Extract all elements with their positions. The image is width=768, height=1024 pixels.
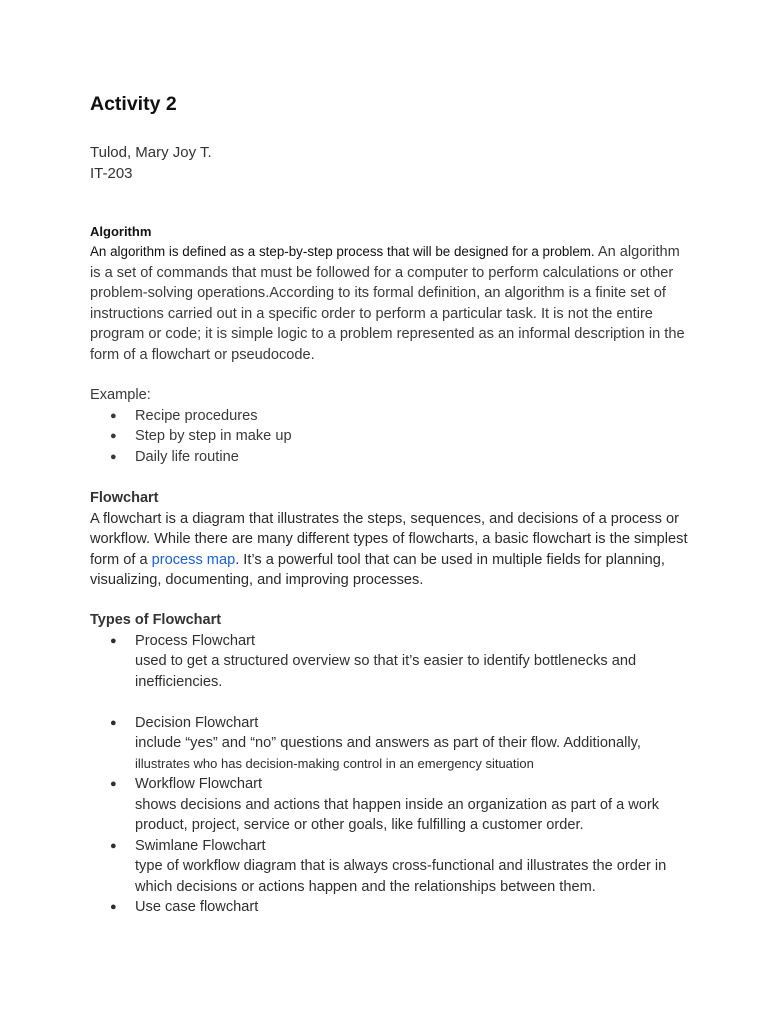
type-description-main: include “yes” and “no” questions and answers as part of their flow. Additionally,: [135, 735, 641, 751]
type-description: used to get a structured overview so that it’s easier to identify bottlenecks and inefficiencies.: [135, 653, 637, 690]
list-item: [90, 713, 690, 775]
types-section: [90, 610, 690, 918]
example-list: [90, 406, 690, 468]
algorithm-paragraph: [90, 242, 690, 365]
type-name: Swimlane Flowchart: [135, 837, 266, 854]
bullet-icon: ●: [110, 839, 117, 852]
list-item: [90, 631, 690, 693]
author-block: [90, 143, 212, 184]
process-map-link[interactable]: process map: [151, 551, 236, 568]
list-item-label: Step by step in make up: [135, 428, 292, 444]
document-title: Activity 2: [90, 93, 177, 115]
type-name: Decision Flowchart: [135, 714, 259, 731]
flowchart-heading: Flowchart: [90, 490, 159, 506]
flowchart-body-end: . It’s a powerful tool that can be used in multiple fields for planning, visualizing, documenting, and improving processes.: [90, 551, 665, 588]
type-description: [135, 733, 690, 774]
author-name: Tulod, Mary Joy T.: [90, 144, 212, 161]
flowchart-section: [90, 488, 690, 591]
list-item: [90, 447, 690, 468]
list-item-label: Daily life routine: [135, 448, 239, 465]
type-name: Process Flowchart: [135, 632, 256, 649]
example-section: [90, 385, 690, 467]
types-heading: Types of Flowchart: [90, 612, 222, 628]
list-item: [90, 774, 690, 836]
list-item-label: Recipe procedures: [135, 407, 258, 424]
bullet-icon: ●: [110, 430, 117, 442]
list-item: [90, 406, 690, 427]
algorithm-heading: Algorithm: [90, 224, 152, 239]
flowchart-paragraph: [90, 509, 690, 591]
type-description-small: illustrates who has decision-making control in an emergency situation: [135, 755, 534, 771]
list-item: [90, 426, 690, 447]
list-item: [90, 897, 690, 918]
type-name: Workflow Flowchart: [135, 776, 263, 792]
bullet-icon: ●: [110, 450, 117, 463]
types-list: [90, 631, 690, 918]
bullet-icon: ●: [110, 634, 117, 647]
bullet-icon: ●: [110, 716, 117, 729]
algorithm-body: An algorithm is a set of commands that must be followed for a computer to perform calculations or other problem-solving operations.According to its formal definition, an algorithm is a finite set of instructions carried out in a specific order to perform a particular task. It is not the entire program or code; it is simple logic to a problem represented as an informal description in the form of a flowchart or pseudocode.: [90, 244, 685, 363]
bullet-icon: ●: [110, 778, 117, 790]
type-name: Use case flowchart: [135, 899, 259, 915]
bullet-icon: ●: [110, 901, 117, 913]
flowchart-body-start: A flowchart is a diagram that illustrates the steps, sequences, and decisions of a process or workflow. While there are many different types of flowcharts, a basic flowchart is the simplest form of a: [90, 510, 688, 568]
class-section: IT-203: [90, 164, 133, 182]
bullet-icon: ●: [110, 409, 117, 422]
algorithm-section: [90, 222, 690, 365]
list-item: [90, 836, 690, 898]
example-label: Example:: [90, 387, 151, 403]
algorithm-lead-sentence: An algorithm is defined as a step-by-step process that will be designed for a problem.: [90, 244, 595, 259]
type-description: type of workflow diagram that is always cross-functional and illustrates the order in which decisions or actions happen and the relationships between them.: [135, 858, 667, 895]
list-spacer: [90, 692, 690, 713]
type-description: shows decisions and actions that happen inside an organization as part of a work product, project, service or other goals, like fulfilling a customer order.: [135, 796, 660, 833]
